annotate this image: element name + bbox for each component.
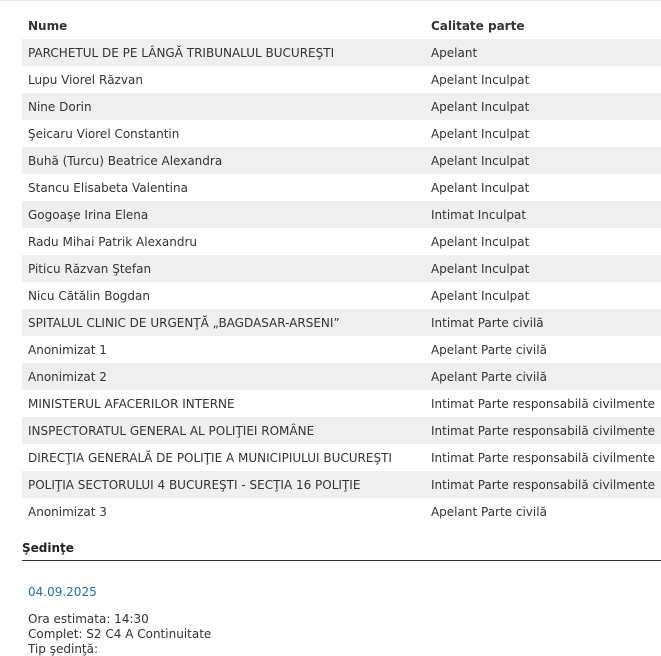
- party-name-cell: Radu Mihai Patrik Alexandru: [28, 234, 197, 249]
- party-role-cell: Apelant Inculpat: [430, 234, 530, 249]
- party-name-cell: INSPECTORATUL GENERAL AL POLIŢIEI ROMÂNE: [22, 417, 425, 444]
- party-name-cell: Lupu Viorel Răzvan: [28, 72, 143, 87]
- party-name-cell: Anonimizat 2: [22, 363, 425, 390]
- party-role-cell: Apelant Parte civilă: [425, 363, 661, 390]
- table-row: [22, 39, 661, 66]
- party-role-cell: Apelant Inculpat: [430, 180, 530, 195]
- parties-table: [22, 13, 661, 525]
- table-row: [22, 66, 661, 93]
- parties-table-body: [22, 39, 661, 525]
- table-row: [22, 201, 661, 228]
- party-role-cell: Apelant Inculpat: [425, 147, 661, 174]
- table-row: [22, 363, 661, 390]
- party-role-cell: Apelant Inculpat: [425, 255, 661, 282]
- table-row: [22, 390, 661, 417]
- party-name-cell: Piticu Răzvan Ştefan: [22, 255, 425, 282]
- party-role-cell: Intimat Parte responsabilă civilmente: [430, 450, 655, 465]
- party-role-cell: Intimat Parte responsabilă civilmente: [425, 417, 661, 444]
- party-role-cell: Intimat Parte responsabilă civilmente: [425, 471, 661, 498]
- sedinte-title: Şedinţe: [22, 541, 74, 555]
- party-role-cell: Apelant Inculpat: [430, 288, 530, 303]
- table-row: [22, 147, 661, 174]
- table-row: [22, 174, 661, 201]
- table-row: [22, 228, 661, 255]
- party-role-cell: Apelant Parte civilă: [430, 342, 547, 357]
- party-role-cell: Intimat Parte responsabilă civilmente: [430, 396, 655, 411]
- column-header-calitate: Calitate parte: [430, 19, 525, 33]
- party-name-cell: Şeicaru Viorel Constantin: [28, 126, 180, 141]
- party-name-cell: DIRECŢIA GENERALĂ DE POLIŢIE A MUNICIPIULUI BUCUREŞTI: [28, 450, 392, 465]
- party-role-cell: Apelant Inculpat: [425, 93, 661, 120]
- table-row: [22, 417, 661, 444]
- party-name-cell: Nicu Cătălin Bogdan: [28, 288, 150, 303]
- hearing-panel: Complet: S2 C4 A Continuitate: [28, 627, 212, 641]
- hearing-date-link[interactable]: 04.09.2025: [28, 585, 97, 599]
- table-row: [22, 498, 661, 525]
- table-row: [22, 255, 661, 282]
- table-row: [22, 93, 661, 120]
- party-name-cell: POLIŢIA SECTORULUI 4 BUCUREŞTI - SECŢIA 16 POLIŢIE: [22, 471, 425, 498]
- party-role-cell: Intimat Parte civilă: [425, 309, 661, 336]
- party-name-cell: Stancu Elisabeta Valentina: [28, 180, 188, 195]
- top-divider: [0, 0, 661, 7]
- table-row: [22, 444, 661, 471]
- sedinte-divider: [22, 560, 661, 561]
- table-row: [22, 336, 661, 363]
- party-role-cell: Apelant Inculpat: [430, 126, 530, 141]
- hearing-estimated-time: Ora estimata: 14:30: [28, 612, 149, 626]
- party-role-cell: Apelant Inculpat: [430, 72, 530, 87]
- column-header-nume: Nume: [28, 19, 68, 33]
- party-name-cell: Buhă (Turcu) Beatrice Alexandra: [22, 147, 425, 174]
- party-name-cell: SPITALUL CLINIC DE URGENŢĂ „BAGDASAR-ARSENI”: [22, 309, 425, 336]
- party-role-cell: Apelant: [425, 39, 661, 66]
- party-name-cell: Nine Dorin: [22, 93, 425, 120]
- table-row: [22, 471, 661, 498]
- party-name-cell: PARCHETUL DE PE LÂNGĂ TRIBUNALUL BUCUREŞTI: [22, 39, 425, 66]
- table-row: [22, 309, 661, 336]
- table-row: [22, 120, 661, 147]
- hearing-type: Tip şedinţă:: [28, 642, 99, 656]
- party-name-cell: Anonimizat 1: [28, 342, 107, 357]
- party-name-cell: MINISTERUL AFACERILOR INTERNE: [28, 396, 235, 411]
- table-header-row: [22, 13, 661, 39]
- table-row: [22, 282, 661, 309]
- party-role-cell: Apelant Parte civilă: [430, 504, 547, 519]
- party-name-cell: Gogoaşe Irina Elena: [22, 201, 425, 228]
- party-name-cell: Anonimizat 3: [28, 504, 107, 519]
- party-role-cell: Intimat Inculpat: [425, 201, 661, 228]
